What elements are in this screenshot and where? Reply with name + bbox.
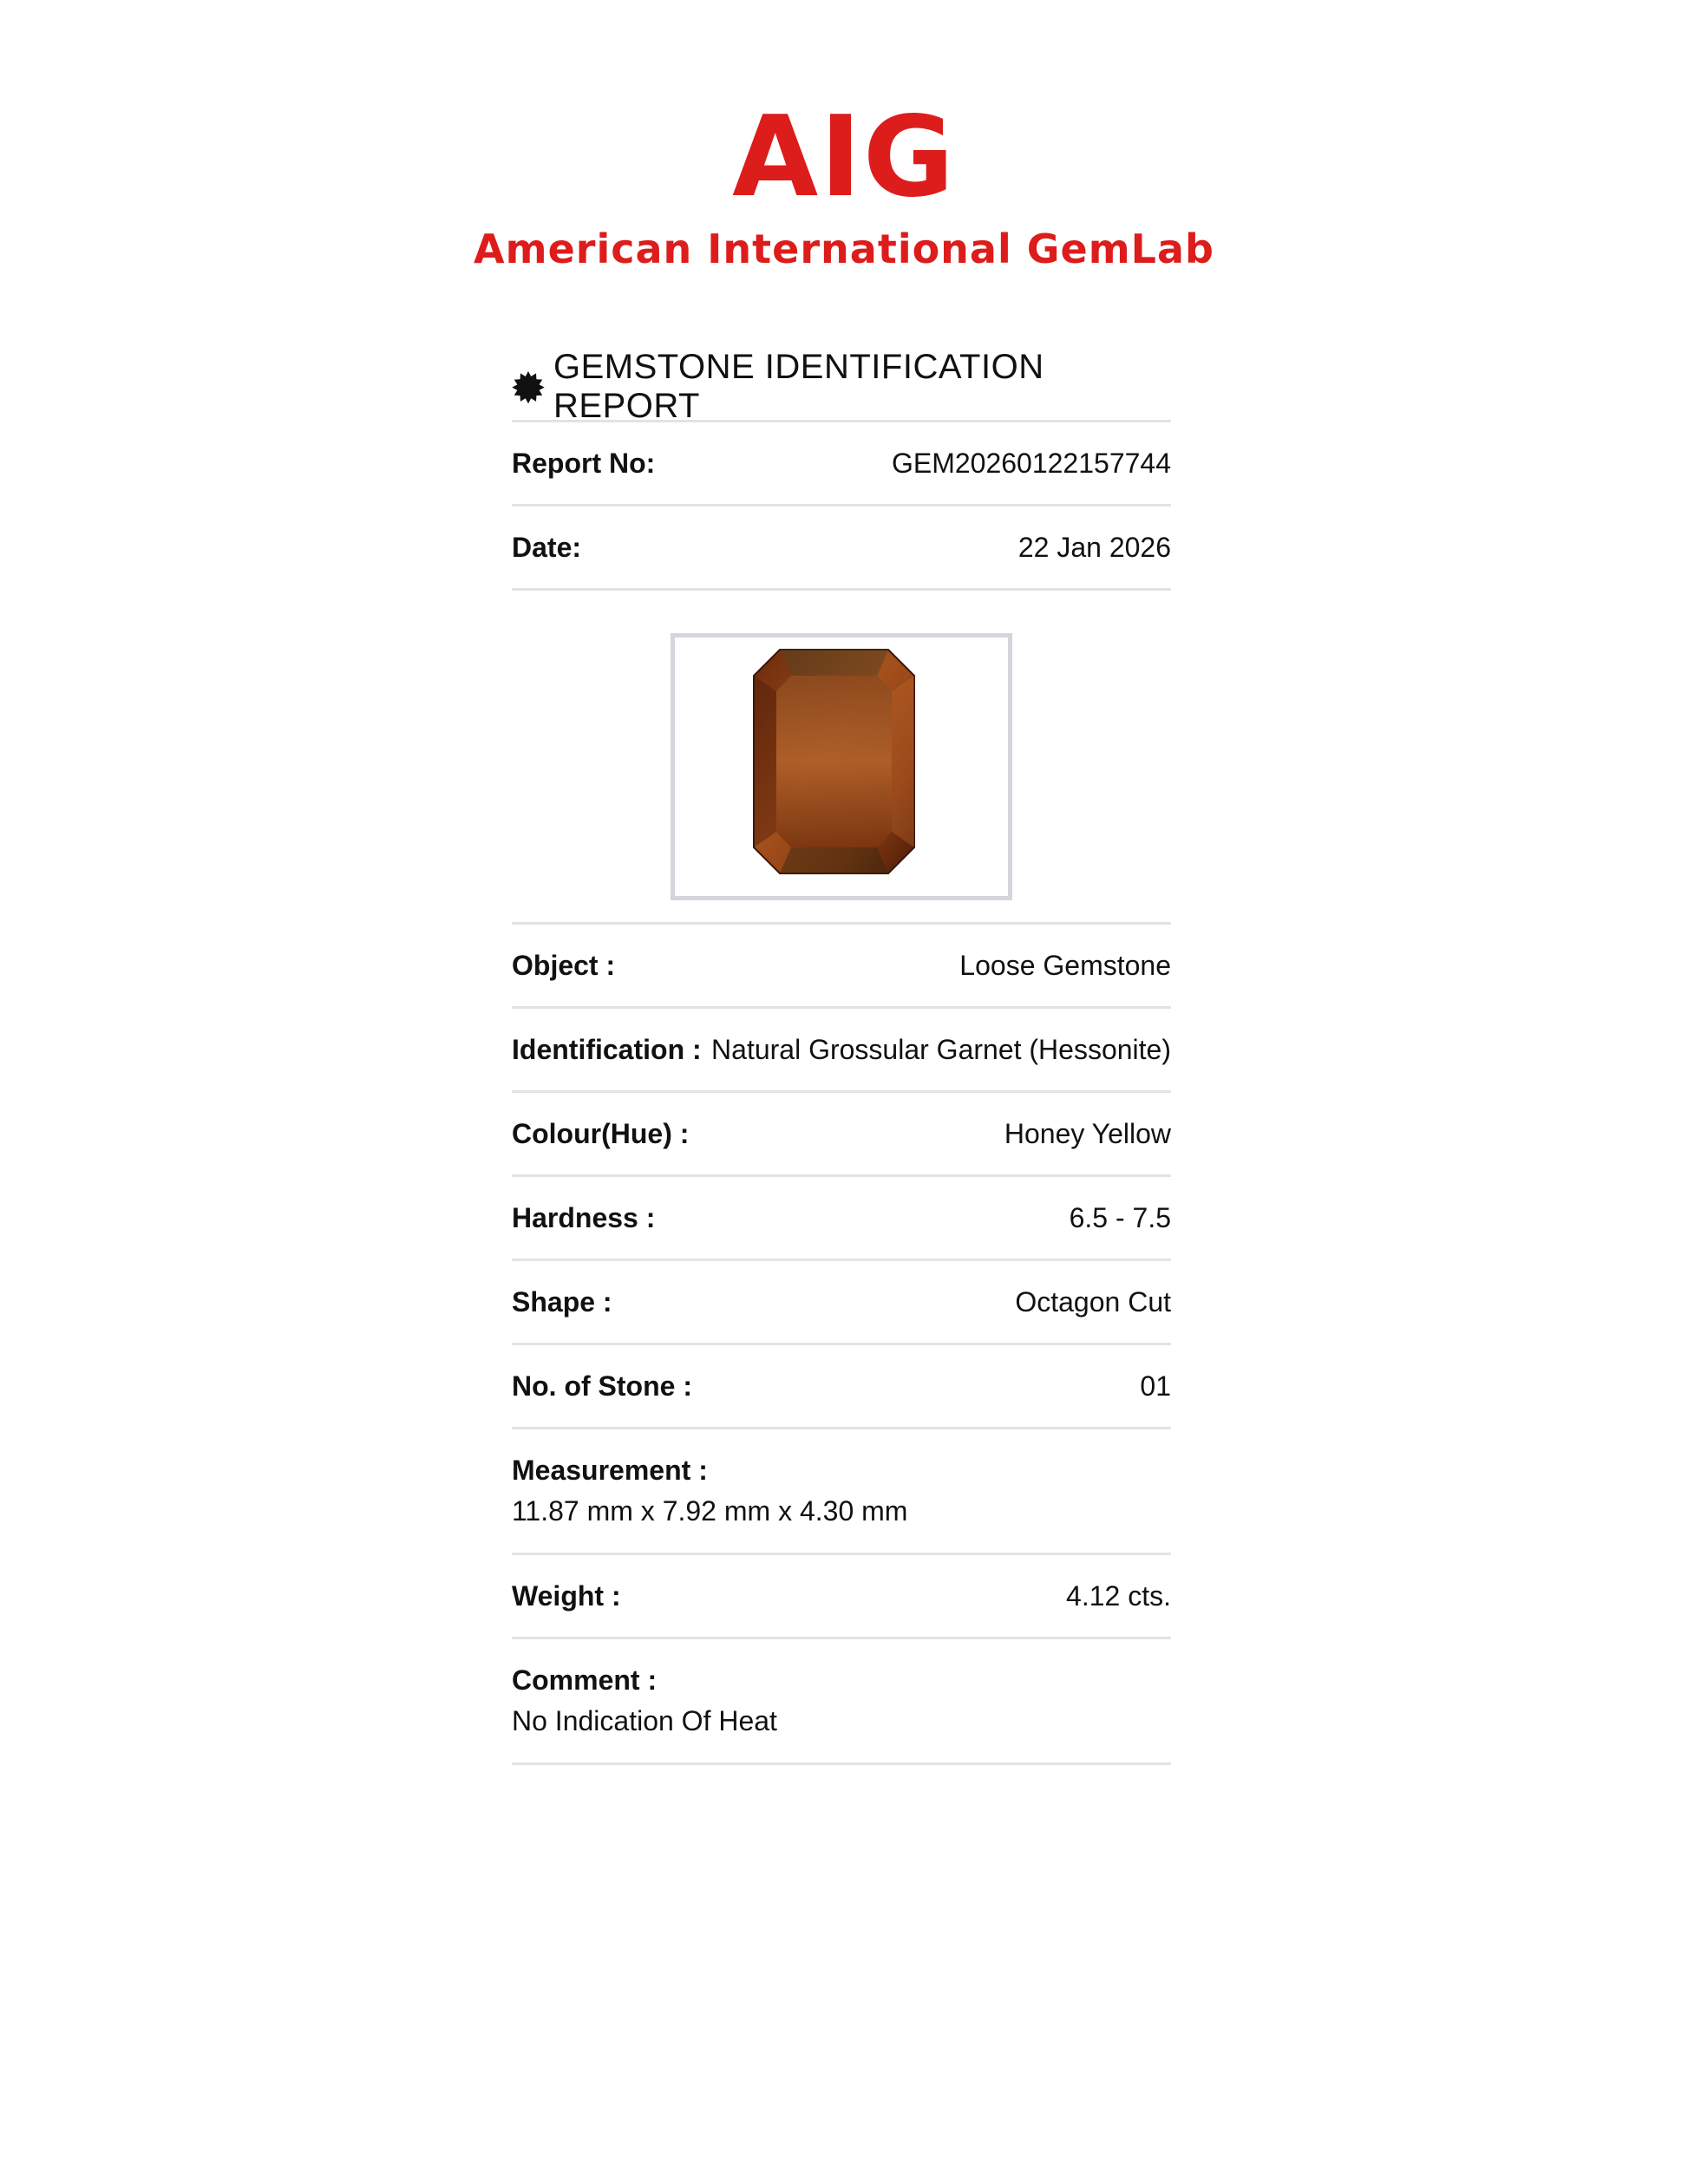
object-row — [512, 925, 1171, 1009]
object-value: Loose Gemstone — [959, 949, 1171, 981]
hardness-row — [512, 1177, 1171, 1261]
colour-row — [512, 1093, 1171, 1177]
report-title-text: GEMSTONE IDENTIFICATION REPORT — [553, 348, 1044, 425]
colour-label: Colour(Hue) : — [512, 1117, 690, 1149]
gemstone-photo — [675, 638, 999, 887]
aig-logo — [0, 93, 1688, 272]
hardness-label: Hardness : — [512, 1201, 656, 1233]
stone-count-value: 01 — [1140, 1370, 1171, 1402]
comment-value: No Indication Of Heat — [512, 1705, 777, 1736]
logo-main-text: AIG — [732, 93, 956, 222]
date-label: Date: — [512, 531, 582, 563]
identification-value: Natural Grossular Garnet (Hessonite) — [711, 1033, 1171, 1065]
stone-count-label: No. of Stone : — [512, 1370, 692, 1402]
report-card — [512, 348, 1171, 1765]
report-no-row — [512, 422, 1171, 507]
date-value: 22 Jan 2026 — [1017, 531, 1171, 563]
measurement-value: 11.87 mm x 7.92 mm x 4.30 mm — [512, 1495, 908, 1527]
report-no-value: GEM20260122157744 — [891, 447, 1171, 479]
hardness-value: 6.5 - 7.5 — [1069, 1201, 1171, 1233]
identification-label: Identification : — [512, 1033, 702, 1065]
weight-label: Weight : — [512, 1579, 621, 1612]
identification-row — [512, 1009, 1171, 1093]
logo-sub-text: American International GemLab — [474, 226, 1214, 272]
colour-value: Honey Yellow — [1004, 1117, 1171, 1149]
report-no-label: Report No: — [512, 447, 656, 479]
weight-value: 4.12 cts. — [1066, 1579, 1171, 1612]
shape-row — [512, 1261, 1171, 1345]
photo-section — [512, 591, 1171, 925]
shape-value: Octagon Cut — [1015, 1285, 1171, 1318]
comment-row — [512, 1639, 1171, 1765]
date-row — [512, 507, 1171, 591]
measurement-label: Measurement : — [512, 1455, 708, 1486]
report-title — [512, 348, 1171, 425]
stone-count-row — [512, 1345, 1171, 1429]
comment-label: Comment : — [512, 1664, 658, 1696]
measurement-row — [512, 1429, 1171, 1555]
object-label: Object : — [512, 949, 616, 981]
gemstone-photo-frame — [671, 633, 1012, 900]
shape-label: Shape : — [512, 1285, 612, 1318]
badge-icon — [512, 370, 545, 403]
weight-row — [512, 1555, 1171, 1639]
